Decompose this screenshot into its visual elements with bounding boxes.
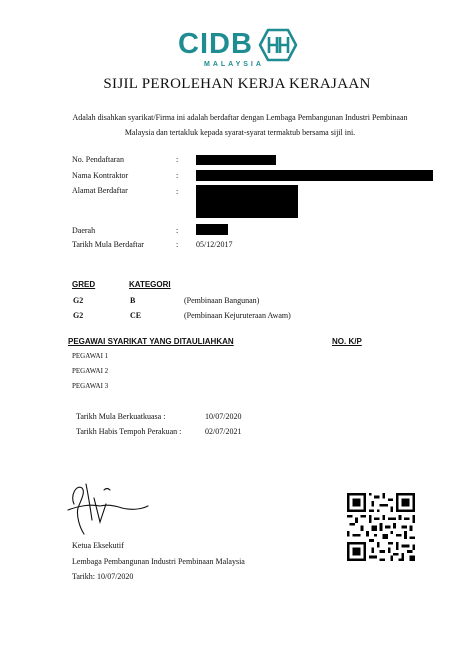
pegawai-item-1: PEGAWAI 1 (72, 352, 109, 360)
signatory-date: Tarikh: 10/07/2020 (72, 572, 134, 581)
label-alamat: Alamat Berdaftar (72, 186, 128, 195)
intro-line-2: Malaysia dan tertakluk kepada syarat-syarat termaktub bersama sijil ini. (124, 128, 356, 137)
sep-tarikh-mula: : (176, 240, 179, 249)
label-tarikh-habis: Tarikh Habis Tempoh Perakuan : (76, 427, 182, 436)
label-daerah: Daerah (72, 226, 96, 235)
sep-alamat: : (176, 187, 179, 196)
header-kategori: KATEGORI (129, 280, 171, 289)
logo-wordmark: CIDB (178, 28, 253, 60)
sep-no-pendaftaran: : (176, 155, 179, 164)
intro-paragraph (40, 110, 440, 140)
signatory-org: Lembaga Pembangunan Industri Pembinaan Malaysia (72, 557, 245, 566)
redacted-alamat (196, 185, 298, 218)
signature-image (60, 476, 160, 538)
grade-row-2-desc: (Pembinaan Kejuruteraan Awam) (184, 311, 291, 320)
header-pegawai: PEGAWAI SYARIKAT YANG DITAULIAHKAN (68, 337, 234, 346)
logo-subtitle: MALAYSIA (204, 61, 264, 68)
value-tarikh-mula-berkuatkuasa: 10/07/2020 (205, 412, 242, 421)
label-tarikh-mula-berkuatkuasa: Tarikh Mula Berkuatkuasa : (76, 412, 166, 421)
qr-code-image (347, 493, 415, 561)
certificate-title: SIJIL PEROLEHAN KERJA KERAJAAN (103, 76, 371, 92)
signatory-title: Ketua Eksekutif (72, 541, 124, 550)
header-no-kp: NO. K/P (332, 337, 362, 346)
logo-emblem-icon (258, 28, 298, 62)
pegawai-item-2: PEGAWAI 2 (72, 367, 109, 375)
sep-daerah: : (176, 226, 179, 235)
header-gred: GRED (72, 280, 96, 289)
redacted-no-pendaftaran (196, 155, 276, 165)
cidb-logo (178, 28, 298, 70)
grade-row-1-desc: (Pembinaan Bangunan) (184, 296, 260, 305)
grade-row-1-gred: G2 (73, 296, 84, 305)
grade-row-2-kategori: CE (130, 311, 142, 320)
redacted-daerah (196, 224, 228, 235)
pegawai-item-3: PEGAWAI 3 (72, 382, 109, 390)
redacted-nama-kontraktor (196, 170, 433, 181)
value-tarikh-habis: 02/07/2021 (205, 427, 242, 436)
label-tarikh-mula: Tarikh Mula Berdaftar (72, 240, 144, 249)
value-tarikh-mula: 05/12/2017 (196, 240, 233, 249)
intro-line-1: Adalah disahkan syarikat/Firma ini adalah berdaftar dengan Lembaga Pembangunan Industri Pembinaan (72, 113, 408, 122)
grade-row-2-gred: G2 (73, 311, 84, 320)
sep-nama-kontraktor: : (176, 171, 179, 180)
label-nama-kontraktor: Nama Kontraktor (72, 171, 129, 180)
grade-row-1-kategori: B (130, 296, 136, 305)
label-no-pendaftaran: No. Pendaftaran (72, 155, 124, 164)
